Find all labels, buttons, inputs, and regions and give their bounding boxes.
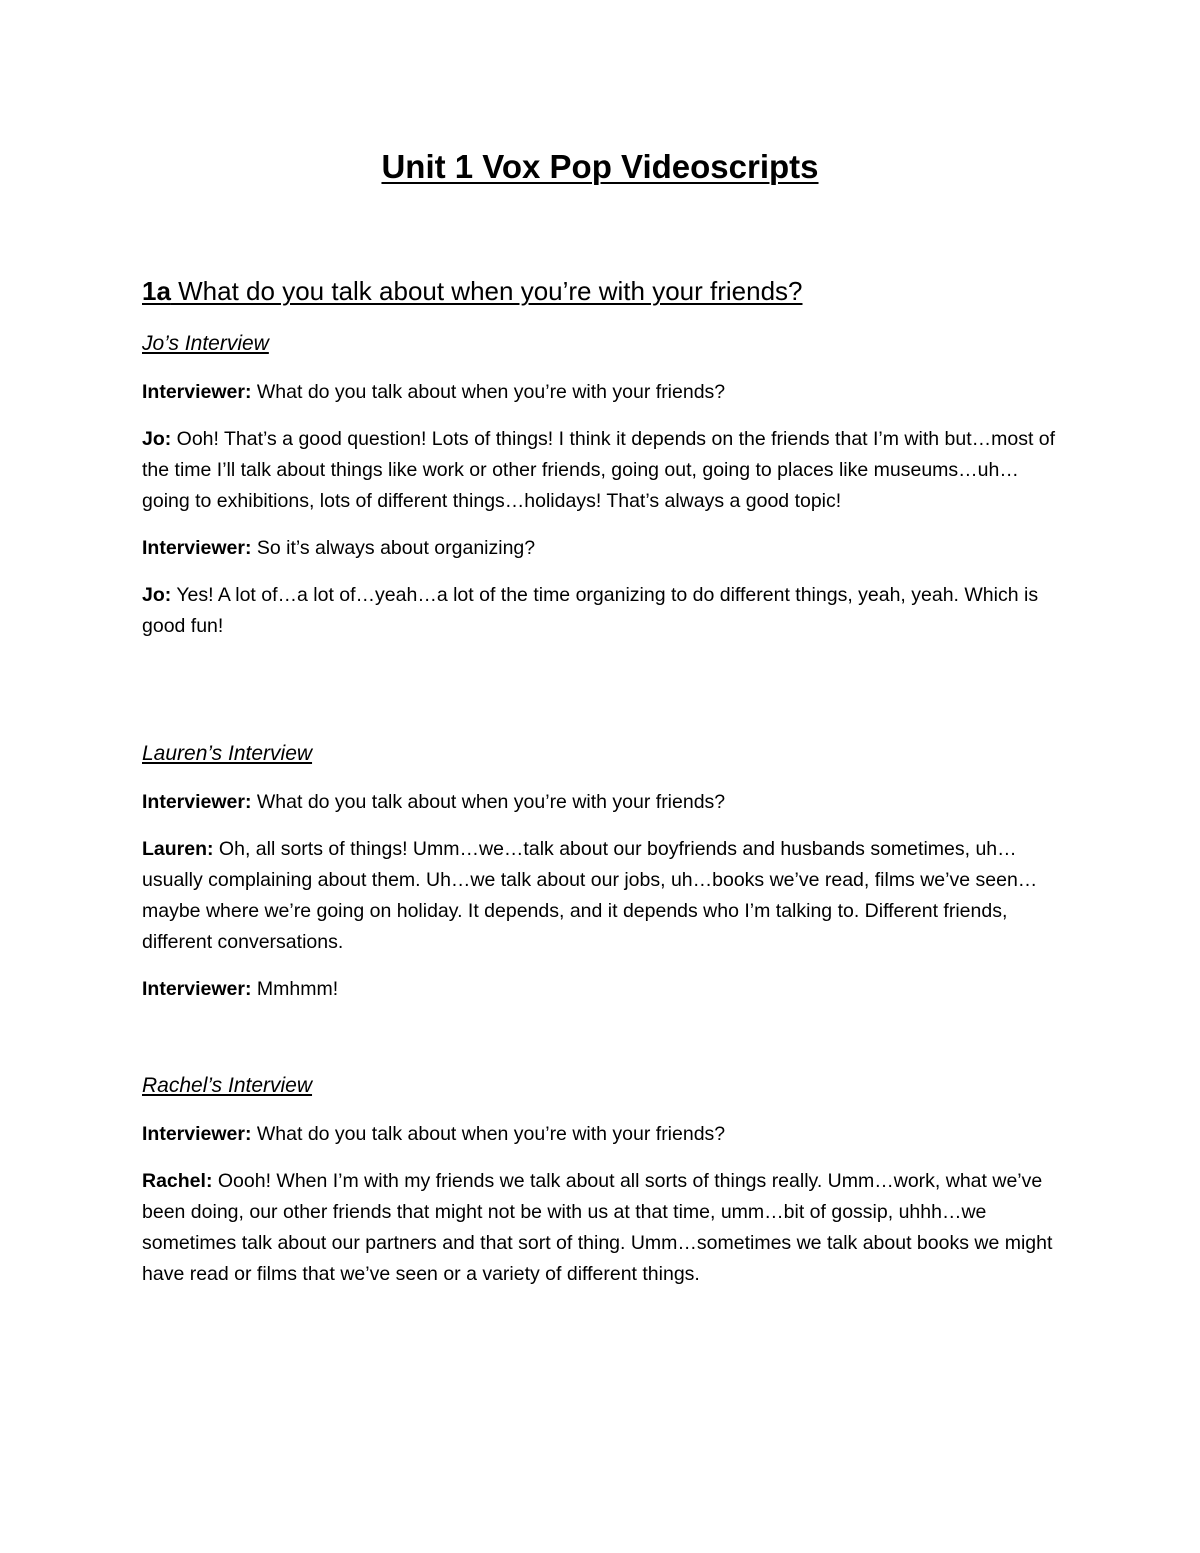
dialogue-line [142,533,1062,564]
interview-section-lauren [142,739,1062,1021]
speaker-label: Interviewer: [142,978,252,1000]
dialogue-line [142,834,1062,958]
dialogue-line [142,1166,1062,1290]
dialogue-text: Oh, all sorts of things! Umm…we…talk about our boyfriends and husbands sometimes, uh…usually complaining about them. Uh…we talk about our jobs, uh…books we’ve read, films we’ve seen…maybe where we’re going on holiday. It depends, and it depends who I’m talking to. Different friends, different conversations. [142,838,1038,953]
question-text: What do you talk about when you’re with your friends? [170,276,803,306]
dialogue-text: What do you talk about when you’re with your friends? [251,791,726,813]
interview-heading: Jo’s Interview [142,332,269,355]
speaker-label: Interviewer: [142,537,252,559]
question-number: 1a [142,276,171,306]
dialogue-text: Yes! A lot of…a lot of…yeah…a lot of the time organizing to do different things, yeah, yeah. Which is good fun! [142,584,1039,637]
interview-section-rachel [142,1071,1062,1306]
interview-section-jo [142,329,1062,658]
interview-heading: Rachel’s Interview [142,1074,313,1097]
dialogue-line [142,424,1062,517]
dialogue-text: What do you talk about when you’re with your friends? [251,381,726,403]
interview-heading: Lauren’s Interview [142,742,313,765]
dialogue-text: Oooh! When I’m with my friends we talk about all sorts of things really. Umm…work, what we’ve been doing, our other friends that might not be with us at that time, umm…bit of gossip, uhhh…we sometimes talk about our partners and that sort of thing. Umm…sometimes we talk about books we might have read or films that we’ve seen or a variety of different things. [142,1170,1053,1285]
speaker-label: Interviewer: [142,1123,252,1145]
speaker-label: Lauren: [142,838,214,860]
dialogue-text: Mmhmm! [251,978,339,1000]
speaker-label: Rachel: [142,1170,213,1192]
dialogue-line [142,377,1062,408]
dialogue-line [142,974,1062,1005]
speaker-label: Interviewer: [142,381,252,403]
dialogue-line [142,787,1062,818]
document-title: Unit 1 Vox Pop Videoscripts [381,148,819,185]
dialogue-text: What do you talk about when you’re with your friends? [251,1123,726,1145]
dialogue-text: Ooh! That’s a good question! Lots of things! I think it depends on the friends that I’m with but…most of the time I’ll talk about things like work or other friends, going out, going to places like museums…uh…going to exhibitions, lots of different things…holidays! That’s always a good topic! [142,428,1056,512]
speaker-label: Jo: [142,428,172,450]
dialogue-text: So it’s always about organizing? [251,537,536,559]
dialogue-line [142,1119,1062,1150]
speaker-label: Jo: [142,584,172,606]
dialogue-line [142,580,1062,642]
speaker-label: Interviewer: [142,791,252,813]
question-heading [142,276,803,307]
